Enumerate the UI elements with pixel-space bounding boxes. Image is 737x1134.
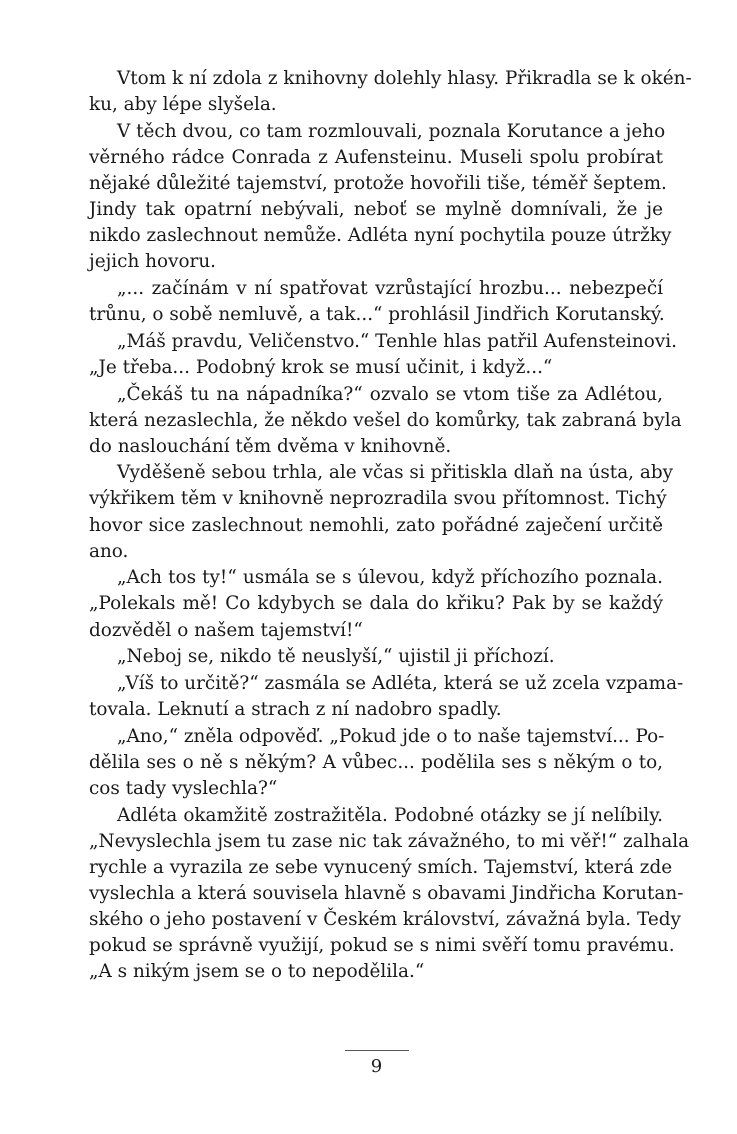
text-line: „Čekáš tu na nápadníka?“ ozvalo se vtom tiše za Adlétou,: [117, 383, 663, 405]
text-line: Vyděšeně sebou trhla, ale včas si přitiskla dlaň na ústa, aby: [117, 462, 673, 484]
paragraph: [89, 382, 682, 460]
text-line: „Je třeba... Podobný krok se musí učinit, i když...“: [89, 356, 553, 378]
paragraph: [89, 724, 663, 802]
paragraph: [89, 276, 663, 328]
paragraph: [89, 671, 684, 723]
text-line: „Polekals mě! Co kdybych se dala do křiku? Pak by se každý: [89, 593, 663, 615]
text-line: Jindy tak opatrní nebývali, neboť se mylně domnívali, že je: [89, 199, 663, 221]
paragraph: [89, 644, 663, 670]
text-line: ano.: [89, 540, 129, 562]
text-line: hovor sice zaslechnout nemohli, zato pořádné zaječení určitě: [89, 514, 663, 536]
text-line: rychle a vyrazila ze sebe vynucený smích. Tajemství, která zde: [89, 856, 673, 878]
text-line: která nezaslechla, že někdo vešel do komůrky, tak zabraná byla: [89, 409, 682, 431]
text-line: ského o jeho postavení v Českém království, závažná byla. Tedy: [89, 908, 681, 930]
page-number: 9: [370, 1056, 383, 1077]
text-line: nějaké důležité tajemství, protože hovořili tiše, téměř šeptem.: [89, 172, 667, 194]
text-line: pokud se správně využijí, pokud se s nimi svěří tomu pravému.: [89, 935, 675, 957]
page-number-rule: [345, 1050, 409, 1051]
text-line: „... začínám v ní spatřovat vzrůstající hrozbu... nebezpečí: [117, 277, 663, 299]
text-line: V těch dvou, co tam rozmlouvali, poznala Korutance a jeho: [117, 120, 666, 142]
paragraph: [89, 329, 677, 381]
body-text: [89, 66, 692, 986]
text-line: Vtom k ní zdola z knihovny dolehly hlasy. Přikradla se k okén-: [117, 68, 692, 89]
text-line: tovala. Leknutí a strach z ní nadobro spadly.: [89, 699, 502, 720]
text-line: ku, aby lépe slyšela.: [89, 94, 277, 116]
text-line: dělila ses o ně s někým? A vůbec... podělila ses s někým o to,: [89, 751, 663, 773]
text-line: dozvěděl o našem tajemství!“: [89, 619, 363, 641]
text-line: nikdo zaslechnout nemůže. Adléta nyní pochytila pouze útržky: [89, 225, 672, 247]
text-line: jejich hovoru.: [89, 251, 217, 273]
text-line: „Neboj se, nikdo tě neuslyší,“ ujistil ji příchozí.: [117, 646, 555, 668]
text-line: „Ano,“ zněla odpověď. „Pokud jde o to naše tajemství... Po-: [117, 725, 665, 747]
paragraph: [89, 803, 690, 986]
text-line: „A s nikým jsem se o to nepodělila.“: [89, 961, 425, 983]
text-line: „Víš to určitě?“ zasmála se Adléta, která se už zcela vzpama-: [117, 672, 684, 694]
text-line: trůnu, o sobě nemluvě, a tak...“ prohlásil Jindřich Korutanský.: [89, 304, 665, 326]
text-line: vyslechla a která souvisela hlavně s obavami Jindřicha Korutan-: [89, 882, 684, 904]
text-line: do naslouchání těm dvěma v knihovně.: [89, 435, 452, 457]
paragraph: [89, 460, 673, 564]
text-line: „Ach tos ty!“ usmála se s úlevou, když příchozího poznala.: [117, 567, 663, 589]
paragraph: [89, 565, 663, 643]
text-line: věrného rádce Conrada z Aufensteinu. Museli spolu probírat: [89, 146, 663, 168]
paragraph: [89, 66, 692, 118]
text-line: výkřikem těm v knihovně neprozradila svou přítomnost. Tichý: [89, 488, 667, 510]
text-line: „Máš pravdu, Veličenstvo.“ Tenhle hlas patřil Aufensteinovi.: [117, 330, 677, 352]
text-line: Adléta okamžitě zostražitěla. Podobné otázky se jí nelíbily.: [117, 804, 663, 826]
text-line: „Nevyslechla jsem tu zase nic tak závažného, to mi věř!“ zalhala: [89, 830, 690, 852]
text-line: cos tady vyslechla?“: [89, 777, 278, 799]
paragraph: [89, 119, 672, 276]
